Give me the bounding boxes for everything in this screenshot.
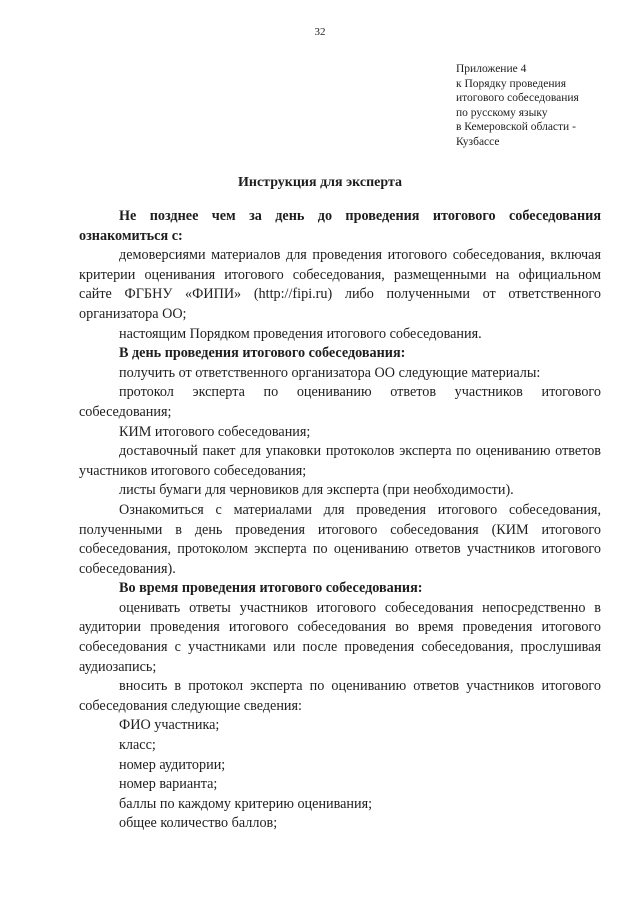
list-item: общее количество баллов; bbox=[119, 815, 278, 832]
paragraph: вносить в протокол эксперта по оцениванию ответов участников итогового собеседования следующие сведения: bbox=[79, 678, 601, 714]
list-item: баллы по каждому критерию оценивания; bbox=[119, 795, 373, 812]
paragraph: настоящим Порядком проведения итогового собеседования. bbox=[119, 325, 482, 342]
list-item: ФИО участника; bbox=[119, 717, 220, 734]
appendix-line: к Порядку проведения bbox=[456, 77, 566, 90]
paragraph: листы бумаги для черновиков для эксперта (при необходимости). bbox=[119, 482, 514, 499]
paragraph: Ознакомиться с материалами для проведения итогового собеседования, полученными в день проведения итогового собеседования (КИМ итогового собеседования, протоколом эксперта по оцениванию ответов участников итогового собеседования). bbox=[79, 501, 601, 577]
section-heading: Во время проведения итогового собеседования: bbox=[119, 580, 423, 597]
paragraph: оценивать ответы участников итогового собеседования непосредственно в аудитории проведения итогового собеседования во время проведения итогового собеседования с участниками или после проведения собеседования, прослушивая аудиозапись; bbox=[79, 599, 601, 675]
appendix-line: Кузбассе bbox=[456, 135, 500, 148]
list-item: класс; bbox=[119, 737, 156, 754]
paragraph: протокол эксперта по оцениванию ответов участников итогового собеседования; bbox=[79, 384, 601, 420]
list-item: номер варианта; bbox=[119, 776, 218, 793]
appendix-note bbox=[456, 62, 579, 150]
document-title: Инструкция для эксперта bbox=[237, 175, 402, 190]
appendix-line: Приложение 4 bbox=[456, 63, 527, 75]
list-item: номер аудитории; bbox=[119, 756, 226, 773]
page-number: 32 bbox=[314, 26, 326, 38]
paragraph: доставочный пакет для упаковки протоколов эксперта по оцениванию ответов участников итогового собеседования; bbox=[79, 443, 601, 479]
section-heading: Не позднее чем за день до проведения итогового собеседования ознакомиться с: bbox=[79, 208, 601, 244]
paragraph: получить от ответственного организатора ОО следующие материалы: bbox=[119, 364, 541, 381]
appendix-line: по русскому языку bbox=[456, 106, 548, 119]
appendix-line: в Кемеровской области - bbox=[456, 121, 576, 134]
paragraph: демоверсиями материалов для проведения итогового собеседования, включая критерии оценивания итогового собеседования, размещенными на официальном сайте ФГБНУ «ФИПИ» (http://fipi.ru) либо полученными от ответственного организатора ОО; bbox=[79, 247, 601, 322]
appendix-line: итогового собеседования bbox=[456, 92, 579, 105]
paragraph: КИМ итогового собеседования; bbox=[119, 423, 311, 440]
document-body bbox=[79, 207, 601, 834]
section-heading: В день проведения итогового собеседования: bbox=[119, 345, 406, 362]
